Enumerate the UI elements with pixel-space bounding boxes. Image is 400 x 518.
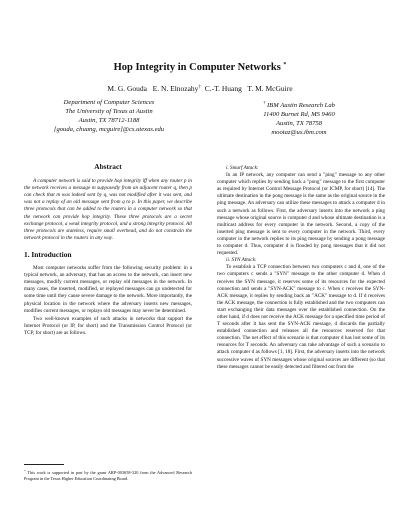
intro-paragraph: Two well-known examples of such attacks in networks that support the Internet Protocol (or IP, for short) and the Transmission Control Protocol (or TCP, for short) are as follows. <box>24 315 192 336</box>
authors-group-right: C.-T. Huang T. M. McGuire <box>204 84 293 93</box>
affiliation-right <box>214 98 384 137</box>
affiliation-line: The University of Texas at Austin <box>65 108 153 115</box>
affiliation-line: Austin, TX 78712-1188 <box>78 117 140 124</box>
left-column <box>24 163 192 337</box>
affiliation-email: mootaz@us.ibm.com <box>271 129 327 136</box>
smurf-attack-text: In an IP network, any computer can send a "ping" message to any other computer which replies by sending back a "pong" message to the first computer as required by Internet Control Message Protocol (or ICMP, for short) [14]. The ultimate destination in the pong message is the same as the original source in the ping message. An adversary can utilize these messages to attack a computer d in such a network as follows. First, the adversary inserts into the network a ping message whose original source is computer d and whose ultimate destination is a multicast address for every computer in the network. Second, a copy of the inserted ping message is sent to every computer in the network. Third, every computer in the network replies to its ping message by sending a pong message to computer d. Thus, computer d is flooded by pong messages that it did not requested. <box>217 172 385 257</box>
affiliation-left <box>24 98 194 134</box>
footnote-text: This work is supported in part by the grant ARP-003658-320 from the Advanced Research Program in the Texas Higher Education Coordinating Board. <box>24 470 192 481</box>
syn-attack-text: To establish a TCP connection between two computers c and d, one of the two computers c sends a "SYN" message to the other computer d. When d receives the SYN message, it reserves some of its resources for the expected connection and sends a "SYN-ACK" message to c. When c receives the SYN-ACK message, it replies by sending back an "ACK" message to d. If d receives the ACK message, the connection is fully established and the two computers can start exchanging their data messages over the established connection. On the other hand, if d does not receive the ACK message for a specified time period of T seconds after it has sent the SYN-ACK message, d discards the partially established connection and releases all the resources reserved for that connection. The net effect of this scenario is that computer d has lost some of its resources for T seconds. An adversary can take advantage of such a scenario to attack computer d as follows [1, 18]. First, the adversary inserts into the network successive waves of SYN messages whose original sources are different (so that these messages cannot be easily detected and filtered out from the <box>217 264 385 370</box>
smurf-attack-heading: i. Smurf Attack: <box>226 165 259 171</box>
introduction-heading: 1. Introduction <box>24 249 72 259</box>
author-line <box>0 84 400 93</box>
footnote <box>24 469 192 481</box>
author-affil-mark: † <box>198 85 201 90</box>
affiliation-line: 11400 Burnet Rd, MS 9460 <box>263 111 335 118</box>
affiliation-line: Austin, TX 78758 <box>276 120 322 127</box>
title-footnote-mark: * <box>283 62 287 68</box>
abstract-text: A computer network is said to provide hop integrity iff when any router p in the network receives a message m supposedly from an adjacent router q, then p can check that m was indeed sent by q, was not modified after it was sent, and was not a replay of an old message sent from q to p. In this paper, we describe three protocols that can be added to the routers in a computer network so that the network can provide hop integrity. These three protocols are a secret exchange protocol, a weak integrity protocol, and a strong integrity protocol. All three protocols are stateless, require small overhead, and do not constrain the network protocol in the routers in any way. <box>24 178 192 241</box>
right-column <box>217 165 385 371</box>
abstract-heading: Abstract <box>94 162 122 171</box>
affiliation-line: Department of Computer Sciences <box>63 99 155 106</box>
footnote-divider <box>24 464 64 465</box>
intro-paragraph: Most computer networks suffer from the following security problem: in a typical network, an adversary, that has an access to the network, can insert new messages, modify current messages, or replay old messages in the network. In many cases, the inserted, modified, or replayed messages can go undetected for some time until they cause severe damage to the network. More importantly, the physical location in the network where the adversary inserts new messages, modifies current messages, or replays old messages may never be determined. <box>24 265 192 314</box>
affiliation-line: IBM Austin Research Lab <box>266 102 335 109</box>
affiliation-mark: † <box>263 100 266 105</box>
title-text: Hop Integrity in Computer Networks <box>113 62 281 73</box>
authors-group-left: M. G. Gouda E. N. Elnozahy <box>107 84 199 93</box>
footnote-mark: * <box>24 469 26 473</box>
syn-attack-heading: ii. SYN Attack: <box>226 257 257 264</box>
affiliation-email: [gouda, chuang, mcguire]@cs.utexas.edu <box>53 126 165 133</box>
paper-title <box>0 62 400 73</box>
